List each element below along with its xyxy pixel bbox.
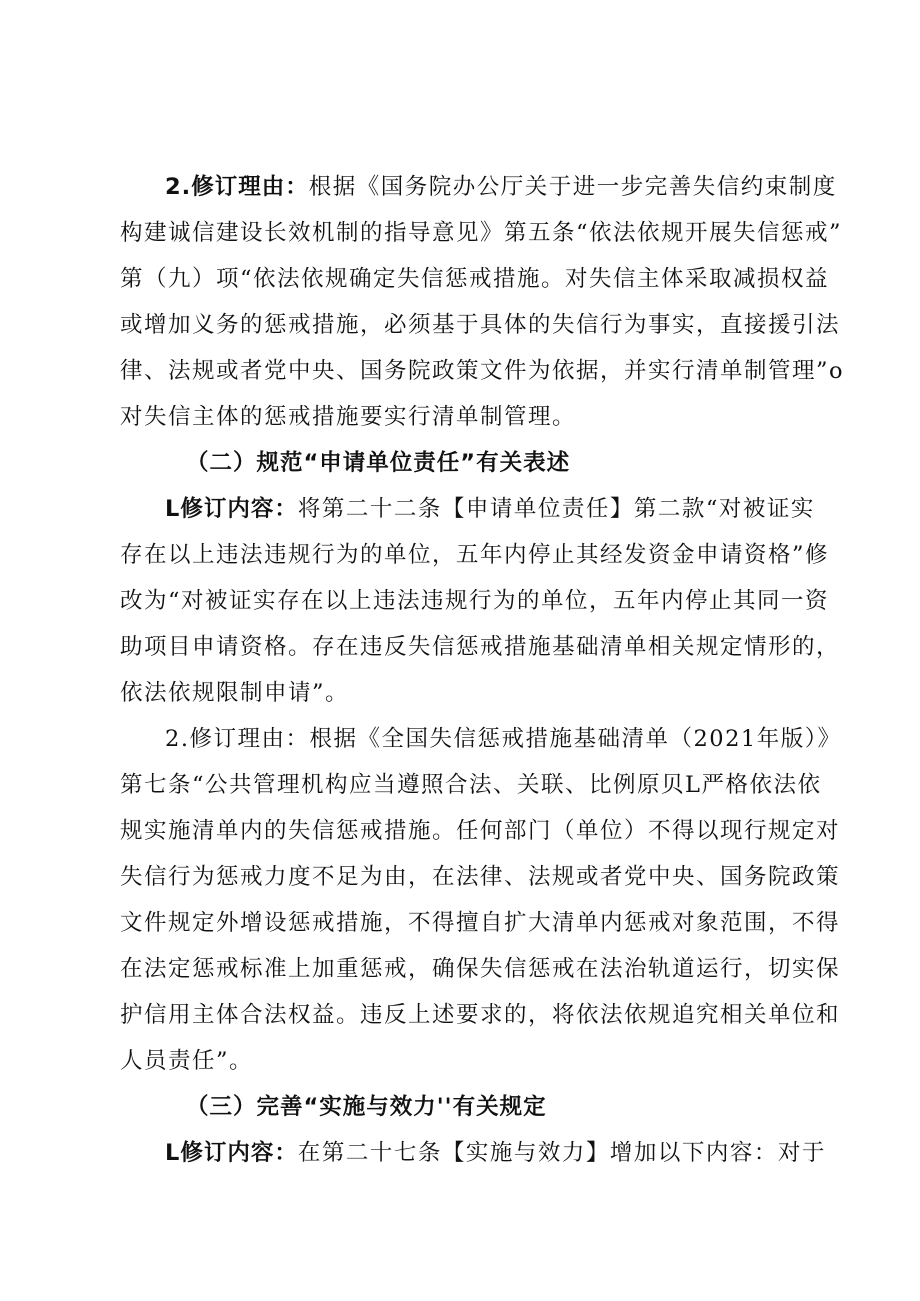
- reason-2-line-1: 2.修订理由：根据《全国失信惩戒措施基础清单（2021年版）》: [165, 726, 842, 752]
- content-2-line-3: 改为“对被证实存在以上违法违规行为的单位，五年内停止其同一资: [120, 588, 830, 614]
- content-2-line-5: 依法依规限制申请”。: [120, 680, 350, 706]
- reason-1-line-2: 构建诚信建设长效机制的指导意见》第五条“依法依规开展失信惩戒”: [120, 220, 843, 246]
- reason-1-line-4: 或增加义务的惩戒措施，必须基于具体的失信行为事实，直接援引法: [120, 312, 841, 338]
- section-heading-2: （二）规范“申请单位责任”有关表述: [186, 450, 571, 476]
- reason-text: 根据《国务院办公厅关于进一步完善失信约束制度: [308, 174, 837, 200]
- reason-2-line-4: 失信行为惩戒力度不足为由，在法律、法规或者党中央、国务院政策: [120, 864, 841, 890]
- reason-1-line-5: 律、法规或者党中央、国务院政策文件为依据，并实行清单制管理”o: [120, 358, 845, 384]
- reason-label: 2.修订理由：: [165, 174, 309, 200]
- content-2-line-4: 助项目申请资格。存在违反失信惩戒措施基础清单相关规定情形的，: [120, 634, 841, 660]
- section-heading-3: （三）完善“实施与效力''有关规定: [186, 1094, 547, 1120]
- content-2-line-1: [165, 494, 815, 524]
- reason-1-line-6: 对失信主体的惩戒措施要实行清单制管理。: [120, 404, 577, 430]
- content-label: L修订内容：: [165, 1140, 298, 1166]
- reason-1-line-3: 第（九）项“依法依规确定失信惩戒措施。对失信主体采取减损权益: [120, 266, 830, 292]
- reason-2-line-3: 规实施清单内的失信惩戒措施。任何部门（单位）不得以现行规定对: [120, 818, 841, 844]
- reason-2-line-8: 人员责任”。: [120, 1048, 254, 1074]
- reason-2-line-2: 第七条“公共管理机构应当遵照合法、关联、比例原贝L严格依法依: [120, 772, 822, 798]
- reason-1-line-1: [165, 172, 837, 202]
- reason-2-line-7: 护信用主体合法权益。违反上述要求的，将依法依规追究相关单位和: [120, 1002, 841, 1028]
- content-text: 在第二十七条【实施与效力】增加以下内容：对于: [297, 1140, 826, 1166]
- content-3-line-1: [165, 1138, 826, 1168]
- reason-2-line-6: 在法定惩戒标准上加重惩戒，确保失信惩戒在法治轨道运行，切实保: [120, 956, 841, 982]
- content-label: L修订内容：: [165, 496, 298, 522]
- content-2-line-2: 存在以上违法违规行为的单位，五年内停止其经发资金申请资格”修: [120, 542, 830, 568]
- reason-2-line-5: 文件规定外增设惩戒措施，不得擅自扩大清单内惩戒对象范围，不得: [120, 910, 841, 936]
- content-text: 将第二十二条【申请单位责任】第二款“对被证实: [297, 496, 815, 522]
